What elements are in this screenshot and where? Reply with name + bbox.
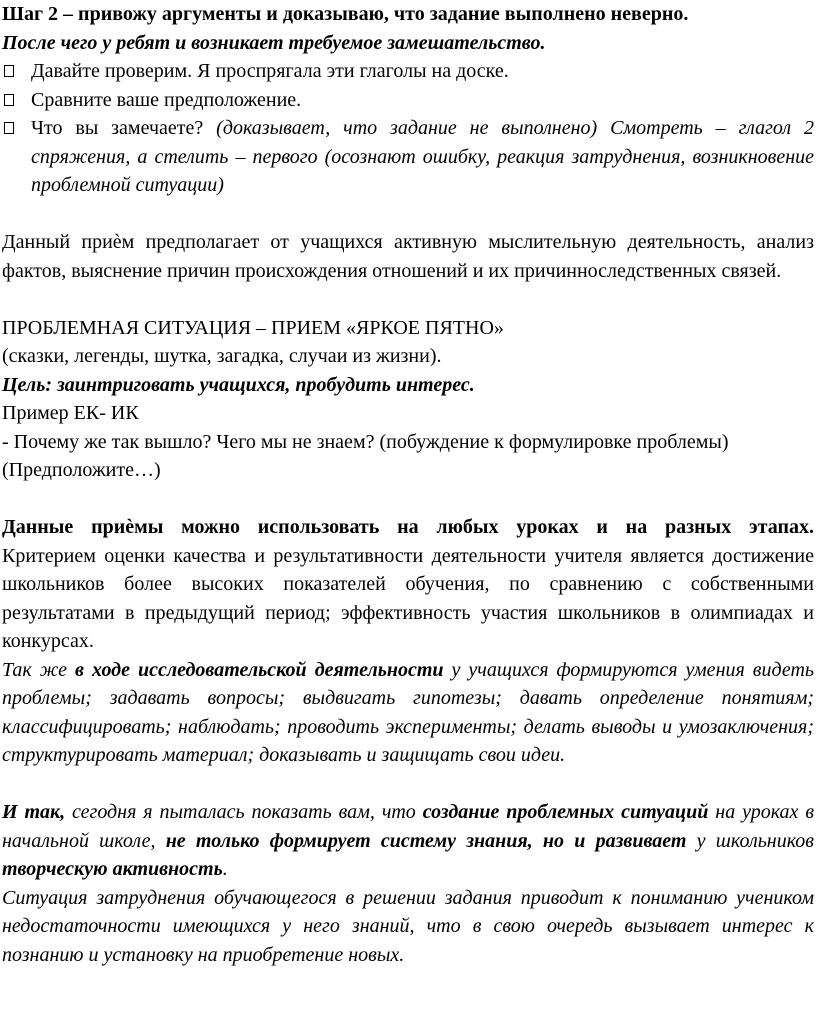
research-bold: в ходе исследовательской деятельности (75, 658, 444, 681)
bullet-item (2, 114, 814, 200)
checkbox-icon (4, 94, 14, 106)
bullet-item (2, 86, 814, 115)
research-text: у учащихся формируются умения видеть проблемы; задавать вопросы; выдвигать гипотезы; давать определение понятиям; классифицировать; наблюдать; проводить эксперименты; делать выводы и умозаключения; структурировать материал; доказывать и защищать свои идеи. (2, 658, 814, 766)
conclusion-text-2: на уроках в начальной школе, (2, 801, 815, 852)
spacer (2, 285, 814, 314)
section-question: - Почему же так вышло? Чего мы не знаем? (побуждение к формулировке проблемы) (2, 430, 729, 453)
paragraph-method: Данный приѐм предполагает от учащихся активную мыслительную деятельность, анализ фактов, выяснение причин происхождения отношений и их причинноследственных связей. (2, 231, 814, 282)
bullet-text: Сравните ваше предположение. (31, 88, 302, 111)
conclusion-bold-4: творческую активность (2, 858, 223, 880)
section-example: Пример ЕК- ИК (2, 402, 139, 424)
step-subtitle (2, 29, 814, 58)
criteria-text: Критерием оценки качества и результативности деятельности учителя является достижение школьников более высоких показателей обучения, по сравнению с собственными результатами в предыдущий период; эффективность участия школьников в олимпиадах и конкурсах. (2, 544, 814, 652)
paragraph-research (2, 656, 814, 770)
bullet-italic-note: (доказывает, что задание не выполнено) Смотреть – глагол 2 спряжения, а стелить – первого (осознают ошибку, реакция затруднения, возникновение проблемной ситуации) (31, 117, 814, 196)
conclusion-bold-3: не только формирует систему знания, но и развивает (165, 829, 687, 852)
summary-text: Ситуация затруднения обучающегося в решении задания приводит к пониманию учеником недостаточности имеющихся у него знаний, что в свою очередь вызывает интерес к познанию и установку на приобретение новых. (2, 886, 814, 966)
conclusion-text-4: . (222, 858, 228, 880)
section-goal (2, 371, 814, 400)
section-heading: ПРОБЛЕМНАЯ СИТУАЦИЯ – ПРИЕМ «ЯРКОЕ ПЯТНО» (2, 316, 504, 339)
section-sources: (сказки, легенды, шутка, загадка, случаи из жизни). (2, 345, 442, 367)
bullet-text: Давайте проверим. Я проспрягала эти глаголы на доске. (31, 60, 509, 82)
paragraph-summary (2, 884, 814, 970)
goal-text: Цель: заинтриговать учащихся, пробудить интерес. (2, 373, 475, 396)
conclusion-bold-2: создание проблемных ситуаций (422, 801, 709, 823)
checkbox-icon (4, 122, 14, 134)
checkbox-icon (4, 65, 14, 77)
spacer (2, 200, 814, 229)
spacer (2, 770, 814, 799)
step-title (2, 0, 814, 29)
section-suppose: (Предположите…) (2, 459, 161, 481)
conclusion-text-3: у школьников (686, 829, 814, 852)
conclusion-bold-1: И так, (2, 801, 66, 823)
research-lead: Так же (2, 658, 75, 681)
criteria-bold: Данные приѐмы можно использовать на любых уроках и на разных этапах. (2, 516, 814, 538)
bullet-item (2, 57, 814, 86)
document-page (2, 0, 814, 969)
step-label: Шаг 2 (2, 3, 59, 25)
paragraph-conclusion (2, 798, 814, 884)
conclusion-text-1: сегодня я пыталась показать вам, что (65, 801, 423, 823)
paragraph-criteria (2, 513, 814, 656)
step-description: – привожу аргументы и доказываю, что задание выполнено неверно. (58, 3, 689, 25)
bullet-text: Что вы замечаете? (31, 117, 217, 139)
spacer (2, 485, 814, 514)
step-subtitle-text: После чего у ребят и возникает требуемое замешательство. (2, 31, 546, 54)
